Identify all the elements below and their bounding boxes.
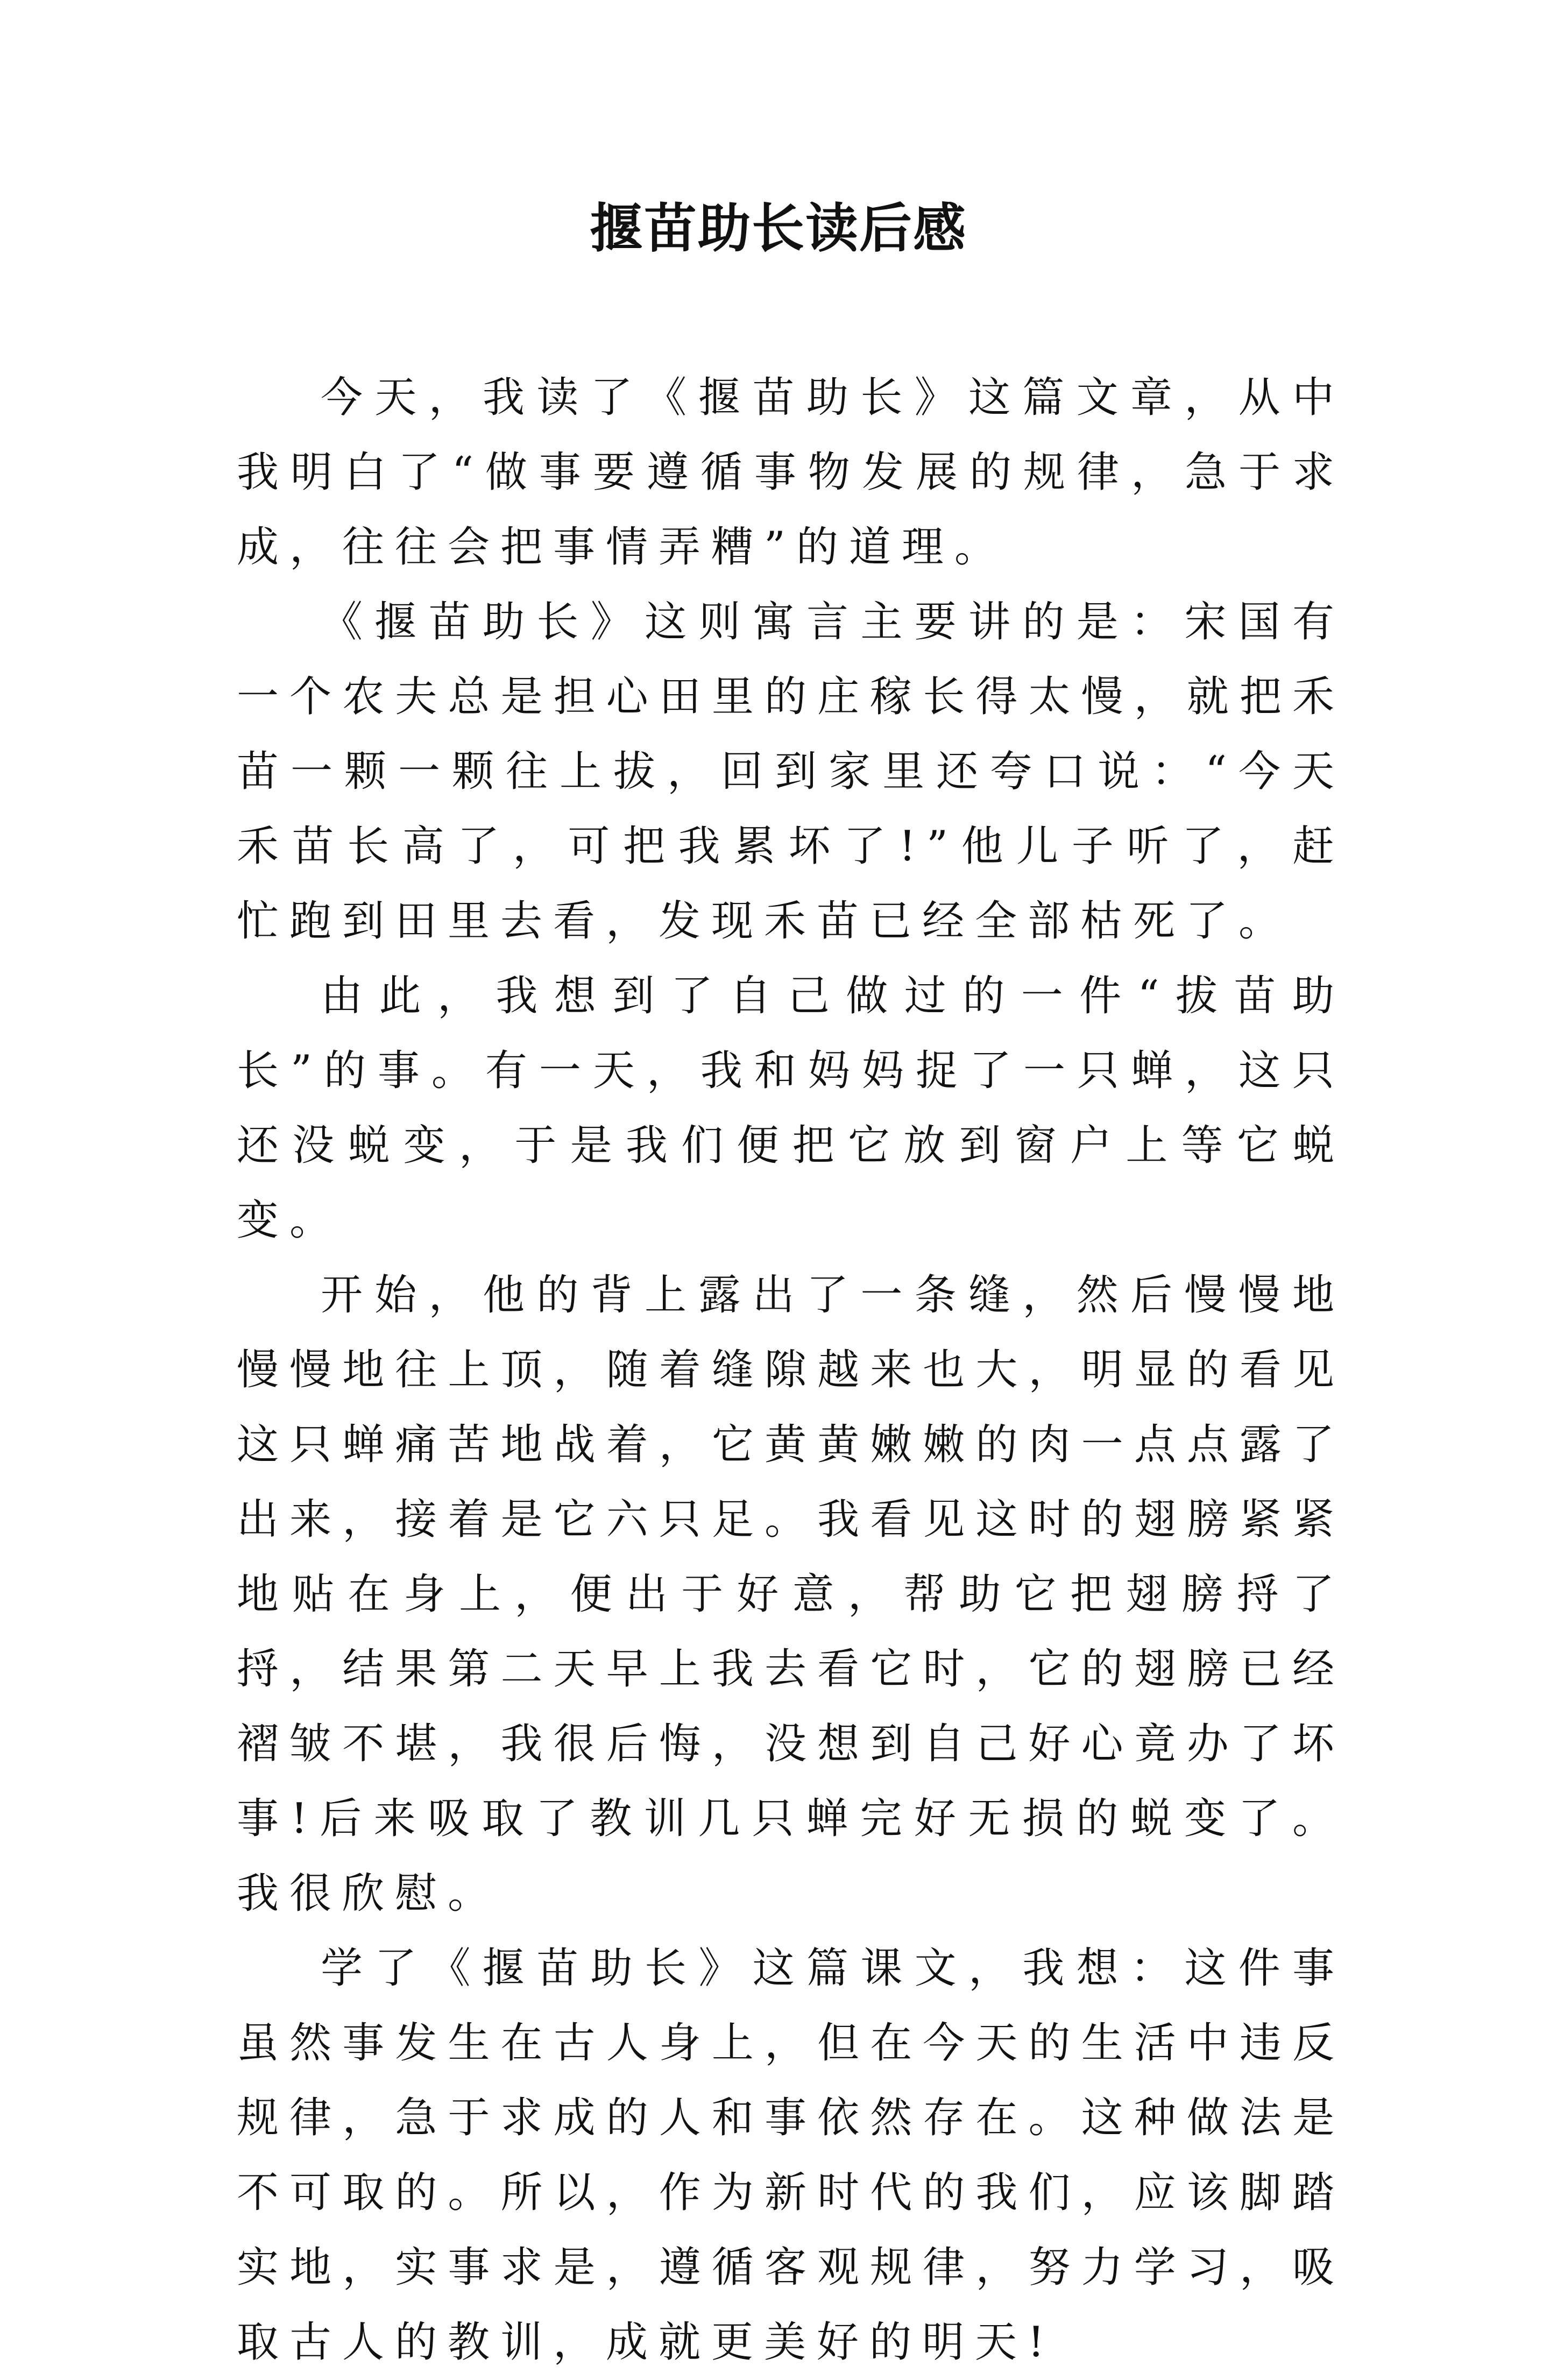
document-title: 揠苗助长读后感	[590, 197, 967, 259]
paragraph-2: 《揠苗助长》这则寓言主要讲的是：宋国有一个农夫总是担心田里的庄稼长得太慢，就把禾苗一颗一颗往上拔，回到家里还夸口说：“今天禾苗长高了，可把我累坏了!”他儿子听了，赶忙跑到田里去看，发现禾苗已经全部枯死了。	[237, 598, 1345, 945]
paragraph-5: 学了《揠苗助长》这篇课文，我想：这件事虽然事发生在古人身上，但在今天的生活中违反规律，急于求成的人和事依然存在。这种做法是不可取的。所以，作为新时代的我们，应该脚踏实地，实事求是，遵循客观规律，努力学习，吸取古人的教训，成就更美好的明天!	[237, 1944, 1345, 2367]
paragraph-1: 今天，我读了《揠苗助长》这篇文章，从中我明白了“做事要遵循事物发展的规律，急于求成，往往会把事情弄糟”的道理。	[237, 373, 1345, 571]
document-body	[237, 361, 1345, 2380]
paragraph-4: 开始，他的背上露出了一条缝，然后慢慢地慢慢地往上顶，随着缝隙越来也大，明显的看见这只蝉痛苦地战着，它黄黄嫩嫩的肉一点点露了出来，接着是它六只足。我看见这时的翅膀紧紧地贴在身上，便出于好意，帮助它把翅膀捋了捋，结果第二天早上我去看它时，它的翅膀已经褶皱不堪，我很后悔，没想到自己好心竟办了坏事!后来吸取了教训几只蝉完好无损的蜕变了。我很欣慰。	[237, 1271, 1345, 1918]
paragraph-3: 由此，我想到了自己做过的一件“拔苗助长”的事。有一天，我和妈妈捉了一只蝉，这只还没蜕变，于是我们便把它放到窗户上等它蜕变。	[237, 972, 1345, 1245]
